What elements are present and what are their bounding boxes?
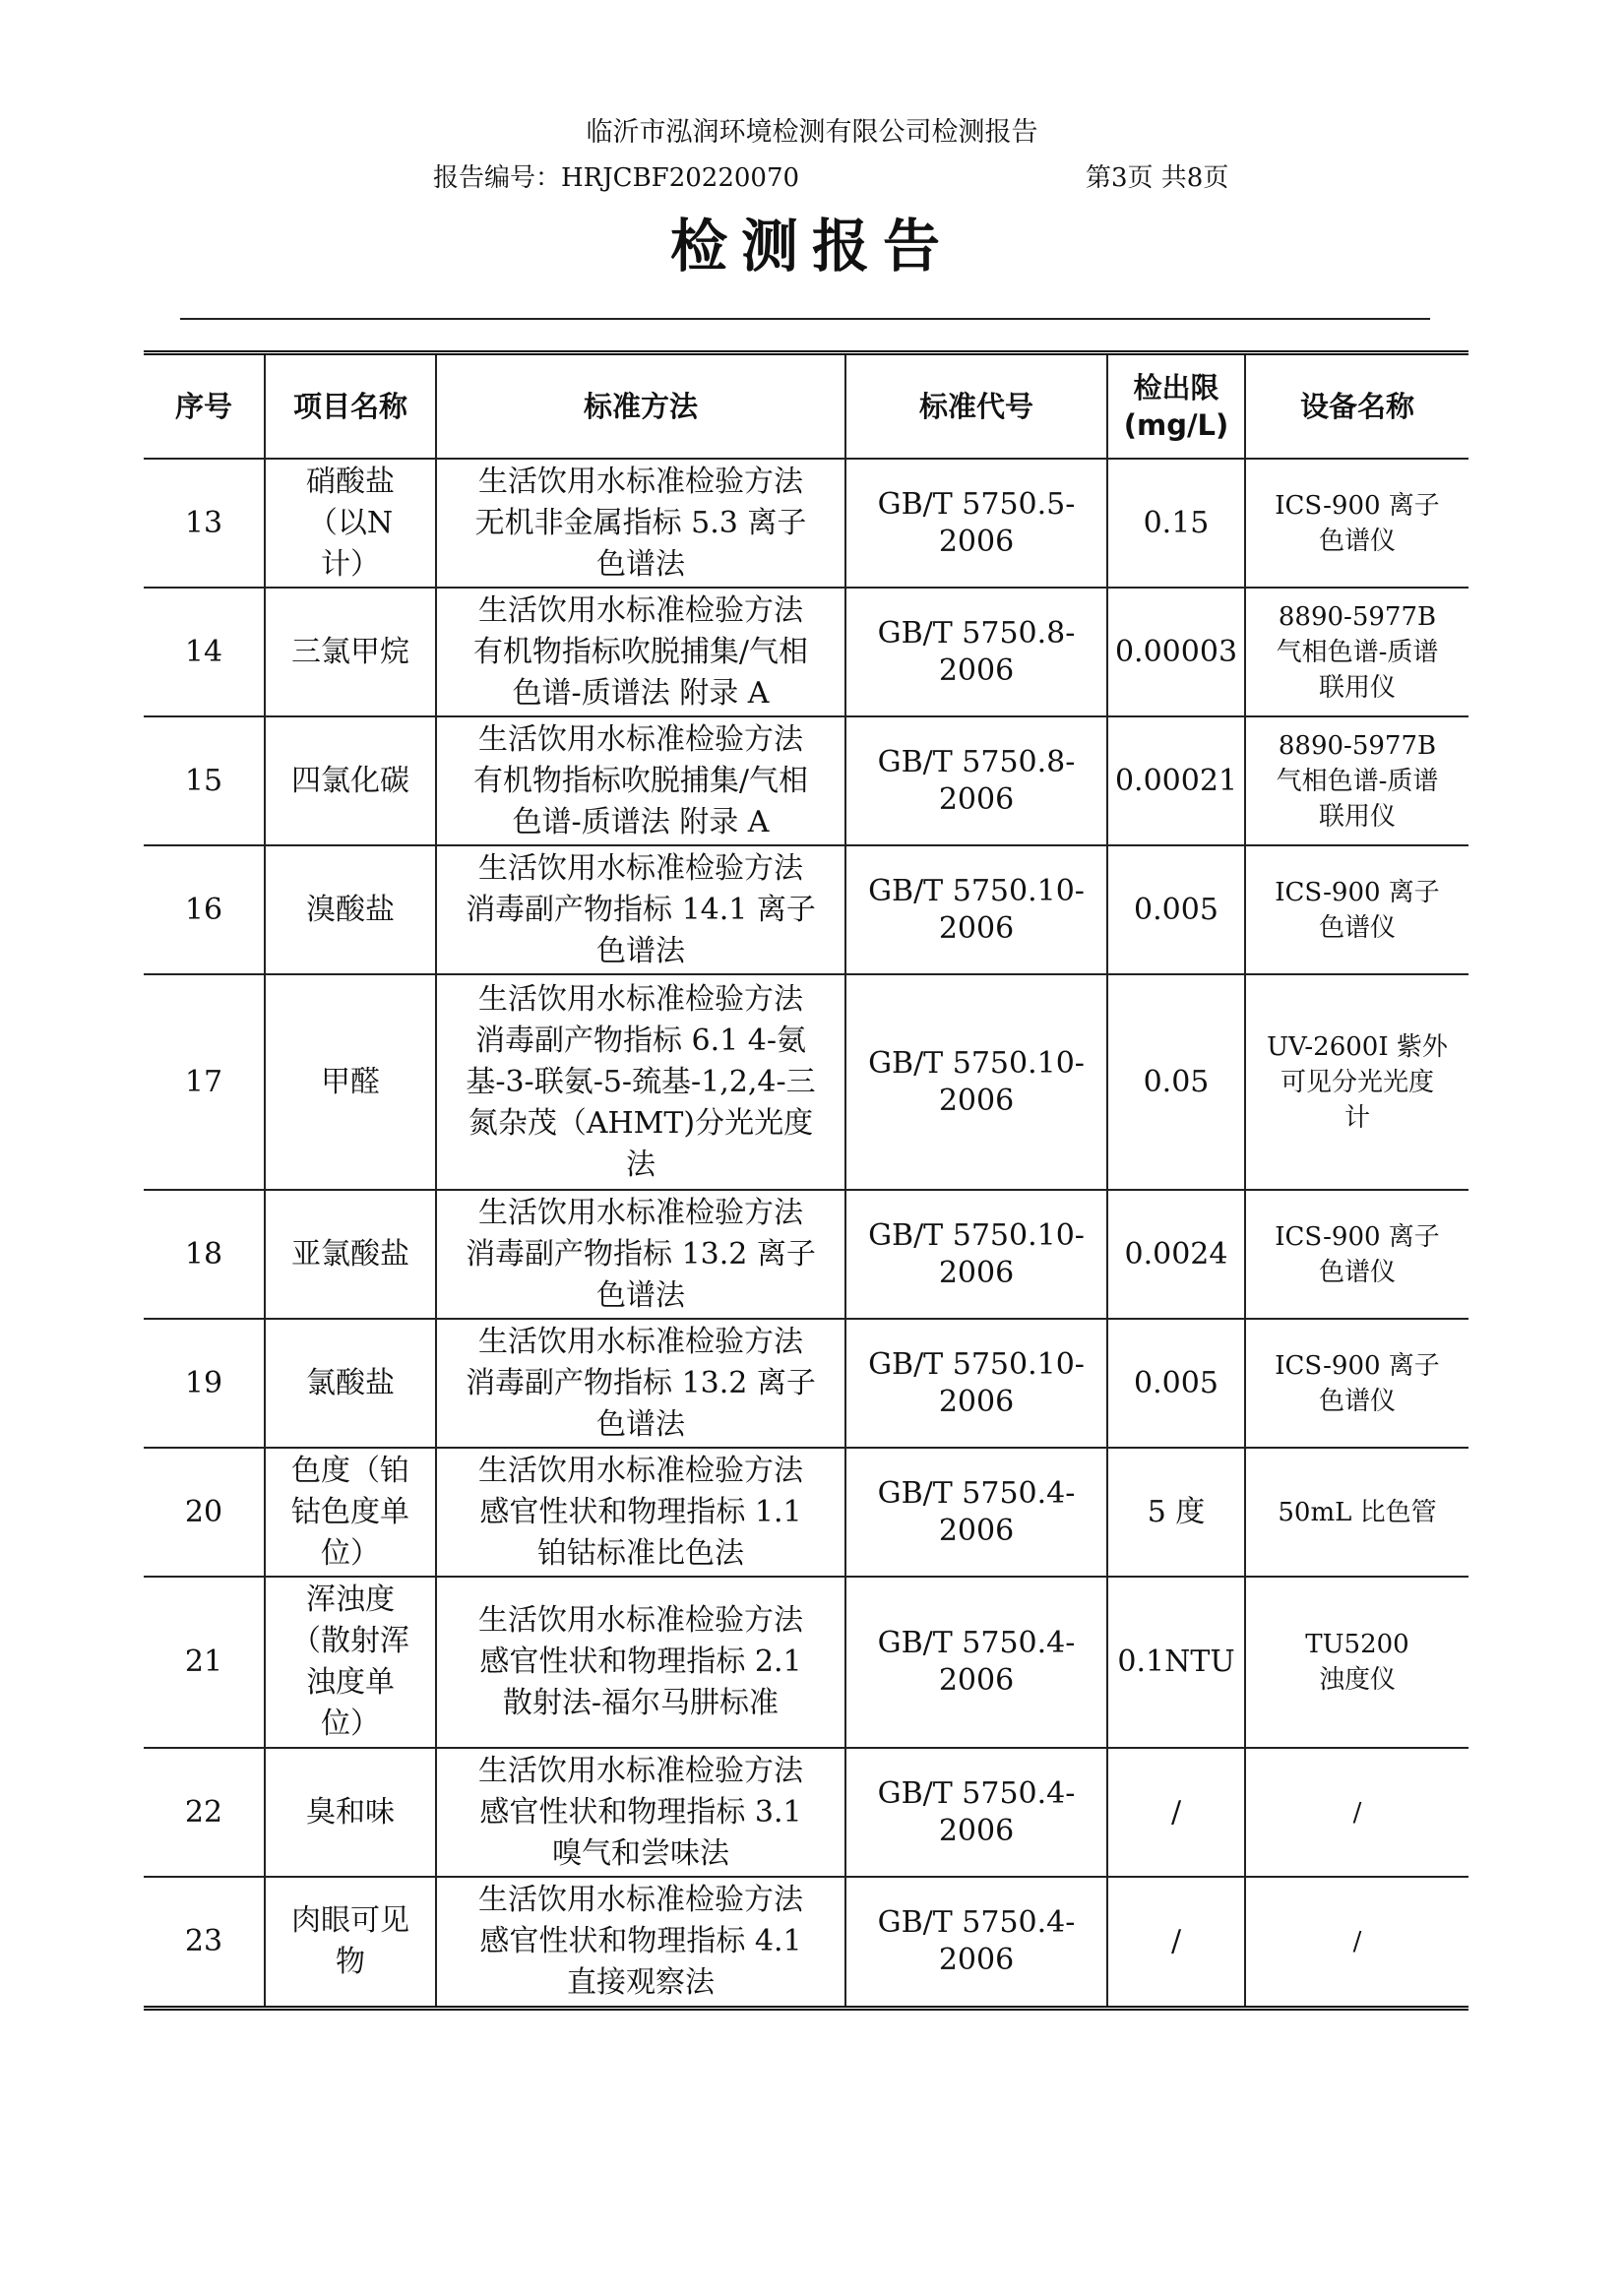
cell-item-name-line: 溴酸盐	[306, 892, 395, 927]
cell-equipment	[1245, 716, 1468, 845]
cell-standard-code-line: GB/T 5750.10-	[868, 1346, 1085, 1382]
cell-method-line: 感官性状和物理指标 3.1	[479, 1794, 802, 1830]
page-info: 第3页 共8页	[1086, 163, 1229, 193]
cell-equipment	[1245, 845, 1468, 974]
cell-method-line: 色谱-质谱法 附录 A	[512, 675, 770, 711]
cell-standard-code-line: 2006	[938, 652, 1015, 688]
cell-equipment-line: 浊度仪	[1318, 1665, 1396, 1695]
cell-equipment-line: ICS-900 离子	[1275, 877, 1440, 907]
cell-detect-limit: 0.05	[1107, 974, 1245, 1190]
cell-equipment-line: /	[1352, 1797, 1362, 1828]
cell-item-name-line: 浑浊度	[306, 1582, 395, 1617]
cell-method-line: 感官性状和物理指标 4.1	[479, 1924, 802, 1958]
cell-equipment	[1245, 1748, 1468, 1877]
company-report-title: 临沂市泓润环境检测有限公司检测报告	[586, 117, 1038, 148]
cell-standard-code-line: 2006	[938, 1255, 1015, 1290]
cell-standard-code-line: 2006	[938, 1813, 1015, 1848]
table-row	[144, 1748, 1468, 1877]
cell-method-line: 生活饮用水标准检验方法	[478, 1195, 803, 1230]
cell-method-line: 嗅气和尝味法	[552, 1835, 729, 1871]
cell-item-name	[265, 1748, 436, 1877]
cell-detect-limit: 0.15	[1107, 459, 1245, 588]
col-header-no: 序号	[144, 355, 265, 459]
cell-method	[436, 974, 845, 1190]
cell-item-name-line: 氯酸盐	[306, 1365, 395, 1400]
cell-method-line: 消毒副产物指标 13.2 离子	[466, 1236, 816, 1272]
cell-standard-code	[845, 1577, 1107, 1748]
cell-item-name	[265, 1319, 436, 1448]
cell-item-name-line: 计）	[321, 546, 380, 582]
table-body	[144, 459, 1468, 2006]
cell-method-line: 散射法-福尔马肼标准	[502, 1686, 780, 1720]
cell-method-line: 感官性状和物理指标 1.1	[479, 1494, 802, 1529]
cell-item-name-line: 三氯甲烷	[291, 634, 409, 669]
cell-equipment	[1245, 974, 1468, 1190]
cell-item-name	[265, 716, 436, 845]
cell-item-name-line: 甲醛	[321, 1064, 380, 1099]
cell-standard-code-line: 2006	[938, 1943, 1015, 1977]
cell-item-name	[265, 974, 436, 1190]
cell-equipment-line: UV-2600I 紫外	[1267, 1031, 1448, 1062]
cell-standard-code-line: 2006	[938, 1384, 1015, 1419]
cell-equipment-line: 色谱仪	[1318, 526, 1396, 556]
cell-standard-code-line: GB/T 5750.4-	[877, 1775, 1076, 1811]
cell-method-line: 生活饮用水标准检验方法	[478, 592, 803, 628]
cell-method-line: 法	[626, 1147, 656, 1182]
cell-standard-code-line: GB/T 5750.8-	[877, 744, 1076, 779]
cell-no: 13	[144, 459, 265, 588]
cell-method-line: 有机物指标吹脱捕集/气相	[472, 634, 809, 669]
cell-method-line: 生活饮用水标准检验方法	[478, 981, 803, 1017]
cell-equipment-line: TU5200	[1305, 1630, 1409, 1659]
table-row	[144, 974, 1468, 1190]
cell-standard-code-line: GB/T 5750.10-	[868, 1045, 1085, 1081]
cell-standard-code-line: GB/T 5750.4-	[877, 1475, 1076, 1511]
cell-item-name	[265, 588, 436, 716]
cell-standard-code-line: 2006	[938, 524, 1015, 559]
cell-item-name-line: 亚氯酸盐	[291, 1236, 409, 1272]
cell-method	[436, 1319, 845, 1448]
cell-item-name-line: 钴色度单	[291, 1494, 409, 1529]
cell-method	[436, 845, 845, 974]
table-row	[144, 588, 1468, 716]
cell-standard-code	[845, 1448, 1107, 1577]
cell-standard-code-line: GB/T 5750.4-	[877, 1905, 1076, 1940]
cell-method-line: 直接观察法	[567, 1965, 715, 2000]
cell-standard-code	[845, 845, 1107, 974]
cell-standard-code-line: 2006	[938, 781, 1015, 817]
cell-item-name-line: 位）	[321, 1535, 380, 1571]
cell-equipment	[1245, 1577, 1468, 1748]
cell-method-line: 消毒副产物指标 6.1 4-氨	[474, 1023, 806, 1058]
cell-item-name	[265, 845, 436, 974]
cell-item-name-line: 色度（铂	[291, 1453, 409, 1488]
cell-detect-limit: 0.005	[1107, 845, 1245, 974]
cell-equipment-line: ICS-900 离子	[1275, 1350, 1440, 1381]
cell-method-line: 感官性状和物理指标 2.1	[479, 1644, 802, 1679]
cell-method-line: 色谱法	[596, 1406, 685, 1442]
cell-no: 19	[144, 1319, 265, 1448]
cell-item-name-line: 四氯化碳	[291, 763, 409, 798]
cell-detect-limit: 5 度	[1107, 1448, 1245, 1577]
cell-method	[436, 1448, 845, 1577]
cell-method-line: 生活饮用水标准检验方法	[478, 1324, 803, 1359]
cell-equipment-line: 计	[1343, 1102, 1370, 1133]
title-divider	[180, 318, 1430, 320]
cell-equipment-line: 8890-5977B	[1278, 730, 1437, 761]
cell-item-name	[265, 1577, 436, 1748]
cell-no: 14	[144, 588, 265, 716]
cell-standard-code-line: 2006	[938, 1083, 1015, 1118]
cell-item-name-line: 肉眼可见	[291, 1903, 409, 1938]
detect-limit-line-1: 检出限	[1133, 371, 1219, 404]
cell-method-line: 色谱-质谱法 附录 A	[512, 804, 770, 839]
cell-standard-code	[845, 1319, 1107, 1448]
cell-item-name-line: （以N	[307, 505, 394, 540]
cell-method-line: 基-3-联氨-5-巯基-1,2,4-三	[466, 1064, 816, 1099]
detect-limit-line-2: (mg/L)	[1123, 408, 1229, 442]
cell-item-name-line: 位）	[321, 1706, 380, 1741]
cell-item-name	[265, 1877, 436, 2006]
cell-equipment-line: 色谱仪	[1318, 1386, 1396, 1416]
col-header-standard-code: 标准代号	[845, 355, 1107, 459]
cell-standard-code-line: GB/T 5750.10-	[868, 1217, 1085, 1253]
cell-standard-code	[845, 588, 1107, 716]
cell-method-line: 色谱法	[596, 1277, 685, 1313]
cell-detect-limit: /	[1107, 1877, 1245, 2006]
table-row	[144, 1448, 1468, 1577]
cell-method-line: 消毒副产物指标 13.2 离子	[466, 1365, 816, 1400]
table-row	[144, 1877, 1468, 2006]
table-header-row	[144, 355, 1468, 459]
cell-detect-limit: 0.00021	[1107, 716, 1245, 845]
cell-method	[436, 1190, 845, 1319]
cell-equipment-line: 联用仪	[1318, 801, 1396, 832]
cell-equipment-line: 联用仪	[1318, 672, 1396, 703]
cell-equipment	[1245, 1319, 1468, 1448]
cell-detect-limit: 0.1NTU	[1107, 1577, 1245, 1748]
cell-standard-code-line: GB/T 5750.4-	[877, 1626, 1076, 1660]
cell-item-name	[265, 1448, 436, 1577]
cell-equipment-line: ICS-900 离子	[1275, 1221, 1440, 1252]
table-row	[144, 845, 1468, 974]
cell-method-line: 铂钴标准比色法	[537, 1535, 744, 1571]
cell-standard-code	[845, 1190, 1107, 1319]
cell-no: 17	[144, 974, 265, 1190]
cell-method-line: 无机非金属指标 5.3 离子	[474, 505, 807, 540]
cell-equipment-line: 可见分光光度	[1280, 1067, 1434, 1097]
cell-method-line: 生活饮用水标准检验方法	[478, 1883, 803, 1917]
cell-method-line: 色谱法	[596, 546, 685, 582]
cell-item-name-line: 硝酸盐	[306, 464, 395, 499]
cell-method-line: 生活饮用水标准检验方法	[478, 1753, 803, 1788]
document-title: 检测报告	[669, 213, 954, 279]
cell-method	[436, 1577, 845, 1748]
test-items-table	[144, 350, 1468, 2011]
cell-equipment-line: 气相色谱-质谱	[1276, 766, 1439, 796]
cell-standard-code-line: 2006	[938, 910, 1015, 946]
report-number: 报告编号：HRJCBF20220070	[433, 163, 800, 193]
cell-equipment	[1245, 459, 1468, 588]
cell-equipment-line: 色谱仪	[1318, 912, 1396, 943]
cell-standard-code	[845, 1877, 1107, 2006]
cell-equipment-line: ICS-900 离子	[1275, 490, 1440, 521]
cell-method	[436, 459, 845, 588]
cell-detect-limit: 0.00003	[1107, 588, 1245, 716]
cell-method-line: 有机物指标吹脱捕集/气相	[472, 763, 809, 798]
col-header-item-name: 项目名称	[265, 355, 436, 459]
cell-detect-limit: 0.0024	[1107, 1190, 1245, 1319]
col-header-detect-limit	[1107, 355, 1245, 459]
table-row	[144, 716, 1468, 845]
cell-no: 21	[144, 1577, 265, 1748]
table-row	[144, 1190, 1468, 1319]
cell-item-name-line: 物	[336, 1945, 365, 1979]
cell-equipment-line: 色谱仪	[1318, 1257, 1396, 1287]
cell-item-name-line: 浊度单	[306, 1665, 395, 1700]
cell-item-name	[265, 459, 436, 588]
cell-method-line: 色谱法	[596, 933, 685, 968]
cell-method	[436, 716, 845, 845]
cell-equipment-line: 8890-5977B	[1278, 601, 1437, 632]
cell-method-line: 生活饮用水标准检验方法	[478, 464, 803, 499]
cell-no: 15	[144, 716, 265, 845]
cell-equipment	[1245, 1877, 1468, 2006]
cell-equipment	[1245, 1448, 1468, 1577]
table-row	[144, 1319, 1468, 1448]
cell-method	[436, 588, 845, 716]
cell-method	[436, 1877, 845, 2006]
cell-standard-code	[845, 974, 1107, 1190]
cell-equipment	[1245, 1190, 1468, 1319]
cell-standard-code-line: GB/T 5750.5-	[877, 486, 1076, 522]
col-header-method: 标准方法	[436, 355, 845, 459]
cell-method-line: 生活饮用水标准检验方法	[478, 850, 803, 886]
cell-item-name-line: 臭和味	[306, 1794, 395, 1830]
col-header-equipment: 设备名称	[1245, 355, 1468, 459]
cell-no: 20	[144, 1448, 265, 1577]
cell-method	[436, 1748, 845, 1877]
cell-no: 18	[144, 1190, 265, 1319]
cell-no: 23	[144, 1877, 265, 2006]
cell-standard-code-line: 2006	[938, 1513, 1015, 1548]
cell-method-line: 消毒副产物指标 14.1 离子	[466, 892, 816, 927]
table-row	[144, 459, 1468, 588]
cell-item-name	[265, 1190, 436, 1319]
cell-method-line: 氮杂茂（AHMT)分光光度	[468, 1105, 814, 1141]
table-row	[144, 1577, 1468, 1748]
cell-equipment-line: 气相色谱-质谱	[1276, 637, 1439, 667]
cell-equipment-line: /	[1352, 1927, 1362, 1956]
cell-item-name-line: （散射浑	[291, 1624, 409, 1658]
cell-standard-code-line: GB/T 5750.10-	[868, 873, 1085, 908]
cell-method-line: 生活饮用水标准检验方法	[478, 721, 803, 757]
cell-equipment-line: 50mL 比色管	[1278, 1497, 1437, 1527]
cell-no: 22	[144, 1748, 265, 1877]
cell-standard-code	[845, 459, 1107, 588]
cell-standard-code-line: GB/T 5750.8-	[877, 615, 1076, 651]
cell-standard-code-line: 2006	[938, 1663, 1015, 1698]
cell-detect-limit: 0.005	[1107, 1319, 1245, 1448]
cell-equipment	[1245, 588, 1468, 716]
cell-detect-limit: /	[1107, 1748, 1245, 1877]
cell-no: 16	[144, 845, 265, 974]
cell-method-line: 生活饮用水标准检验方法	[478, 1453, 803, 1488]
cell-standard-code	[845, 1748, 1107, 1877]
cell-standard-code	[845, 716, 1107, 845]
cell-method-line: 生活饮用水标准检验方法	[478, 1603, 803, 1638]
